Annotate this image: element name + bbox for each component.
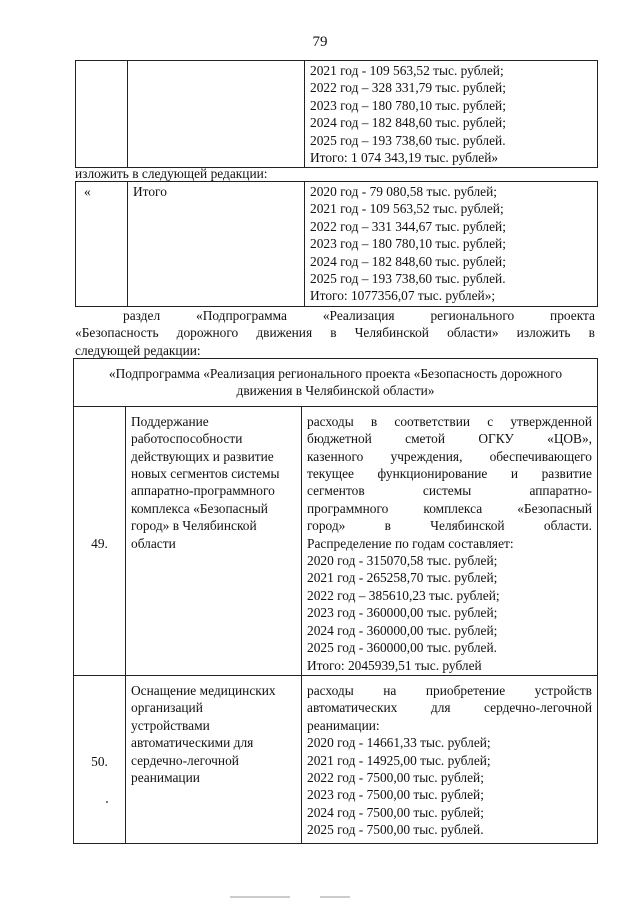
year-total: Итого: 2045939,51 тыс. рублей bbox=[307, 657, 482, 673]
paragraph-line: следующей редакции: bbox=[75, 342, 201, 358]
title-line: комплекса «Безопасный bbox=[131, 500, 268, 516]
desc-line: сегментов системы аппаратно- bbox=[307, 483, 592, 499]
title-line: город» в Челябинской bbox=[131, 518, 257, 534]
funding-cell bbox=[305, 61, 598, 168]
title-line: организаций bbox=[131, 700, 203, 716]
funding-line: 2024 год – 182 848,60 тыс. рублей; bbox=[310, 253, 506, 269]
year-line: 2024 год - 7500,00 тыс. рублей; bbox=[307, 804, 484, 820]
year-line: 2023 год - 360000,00 тыс. рублей; bbox=[307, 605, 498, 621]
title-line: устройствами bbox=[131, 717, 210, 733]
desc-line: город» в Челябинской области. bbox=[307, 518, 592, 534]
table-cell-empty bbox=[76, 61, 128, 168]
measure-description bbox=[302, 406, 598, 675]
table-continuation bbox=[75, 60, 598, 168]
funding-line: 2021 год - 109 563,52 тыс. рублей; bbox=[310, 63, 504, 78]
table-header-row bbox=[74, 359, 598, 407]
subprogram-header bbox=[74, 359, 598, 407]
title-line: аппаратно-программного bbox=[131, 483, 275, 499]
table-cell-empty bbox=[128, 61, 305, 168]
year-line: 2025 год - 7500,00 тыс. рублей. bbox=[307, 822, 484, 838]
table-row bbox=[76, 182, 598, 307]
title-line: области bbox=[131, 535, 176, 551]
desc-line: реанимации: bbox=[307, 717, 380, 733]
title-line: новых сегментов системы bbox=[131, 466, 280, 482]
measure-title bbox=[126, 406, 302, 675]
funding-line: 2025 год – 193 738,60 тыс. рублей. bbox=[310, 271, 506, 287]
funding-total: Итого: 1077356,07 тыс. рублей»; bbox=[310, 288, 496, 304]
quote-cell: « bbox=[76, 182, 128, 307]
desc-line: расходы в соответствии с утвержденной bbox=[307, 413, 592, 429]
title-line: автоматическими для bbox=[131, 735, 254, 751]
year-line: 2024 год - 360000,00 тыс. рублей; bbox=[307, 622, 498, 638]
funding-line: 2024 год – 182 848,60 тыс. рублей; bbox=[310, 115, 506, 131]
funding-line: 2022 год – 331 344,67 тыс. рублей; bbox=[310, 218, 506, 234]
table-row bbox=[76, 61, 598, 168]
desc-line: программного комплекса «Безопасный bbox=[307, 500, 592, 516]
year-line: 2022 год – 385610,23 тыс. рублей; bbox=[307, 587, 500, 603]
desc-line: расходы на приобретение устройств bbox=[307, 682, 592, 698]
desc-line: текущее функционирование и развитие bbox=[307, 466, 592, 482]
year-line: 2021 год - 14925,00 тыс. рублей; bbox=[307, 752, 491, 768]
scan-edge-marks bbox=[230, 896, 430, 898]
title-line: Оснащение медицинских bbox=[131, 682, 276, 698]
row-number: 49. bbox=[74, 406, 126, 675]
funding-line: 2023 год – 180 780,10 тыс. рублей; bbox=[310, 97, 506, 113]
section-paragraph bbox=[75, 307, 595, 359]
title-line: действующих и развитие bbox=[131, 448, 274, 464]
table-itogo bbox=[75, 181, 598, 307]
funding-cell bbox=[305, 182, 598, 307]
year-line: 2025 год - 360000,00 тыс. рублей. bbox=[307, 640, 497, 656]
title-line: реанимации bbox=[131, 769, 200, 785]
paragraph-line: «Безопасность дорожного движения в Челябинской области» изложить в bbox=[75, 325, 595, 341]
paragraph-line: раздел «Подпрограмма «Реализация регионального проекта bbox=[123, 308, 595, 323]
desc-line: казенного учреждения, обеспечивающего bbox=[307, 448, 592, 464]
page-number: 79 bbox=[312, 34, 328, 50]
table-subprogram bbox=[73, 358, 598, 844]
table-row bbox=[74, 406, 598, 675]
distribution-label: Распределение по годам составляет: bbox=[307, 535, 514, 551]
year-line: 2022 год - 7500,00 тыс. рублей; bbox=[307, 769, 484, 785]
header-line: «Подпрограмма «Реализация регионального проекта «Безопасность дорожного bbox=[108, 366, 563, 381]
funding-line: 2025 год – 193 738,60 тыс. рублей. bbox=[310, 132, 506, 148]
header-line: движения в Челябинской области» bbox=[236, 383, 435, 399]
year-line: 2020 год - 315070,58 тыс. рублей; bbox=[307, 553, 498, 569]
desc-line: бюджетной сметой ОГКУ «ЦОВ», bbox=[307, 431, 592, 447]
year-line: 2020 год - 14661,33 тыс. рублей; bbox=[307, 735, 491, 751]
year-line: 2021 год - 265258,70 тыс. рублей; bbox=[307, 570, 498, 586]
funding-line: 2023 год – 180 780,10 тыс. рублей; bbox=[310, 236, 506, 252]
funding-total: Итого: 1 074 343,19 тыс. рублей» bbox=[310, 150, 499, 166]
title-line: работоспособности bbox=[131, 431, 243, 447]
funding-line: 2021 год - 109 563,52 тыс. рублей; bbox=[310, 201, 504, 217]
measure-description bbox=[302, 675, 598, 843]
label-cell: Итого bbox=[128, 182, 305, 307]
desc-line: автоматических для сердечно-легочной bbox=[307, 700, 592, 716]
row-number: 50. bbox=[74, 675, 126, 843]
edit-intro: изложить в следующей редакции: bbox=[75, 166, 268, 181]
title-line: сердечно-легочной bbox=[131, 752, 239, 768]
measure-title bbox=[126, 675, 302, 843]
table-row bbox=[74, 675, 598, 843]
funding-line: 2022 год – 328 331,79 тыс. рублей; bbox=[310, 80, 506, 96]
scan-speck bbox=[106, 801, 108, 803]
funding-line: 2020 год - 79 080,58 тыс. рублей; bbox=[310, 184, 497, 199]
title-line: Поддержание bbox=[131, 413, 209, 429]
year-line: 2023 год - 7500,00 тыс. рублей; bbox=[307, 787, 484, 803]
